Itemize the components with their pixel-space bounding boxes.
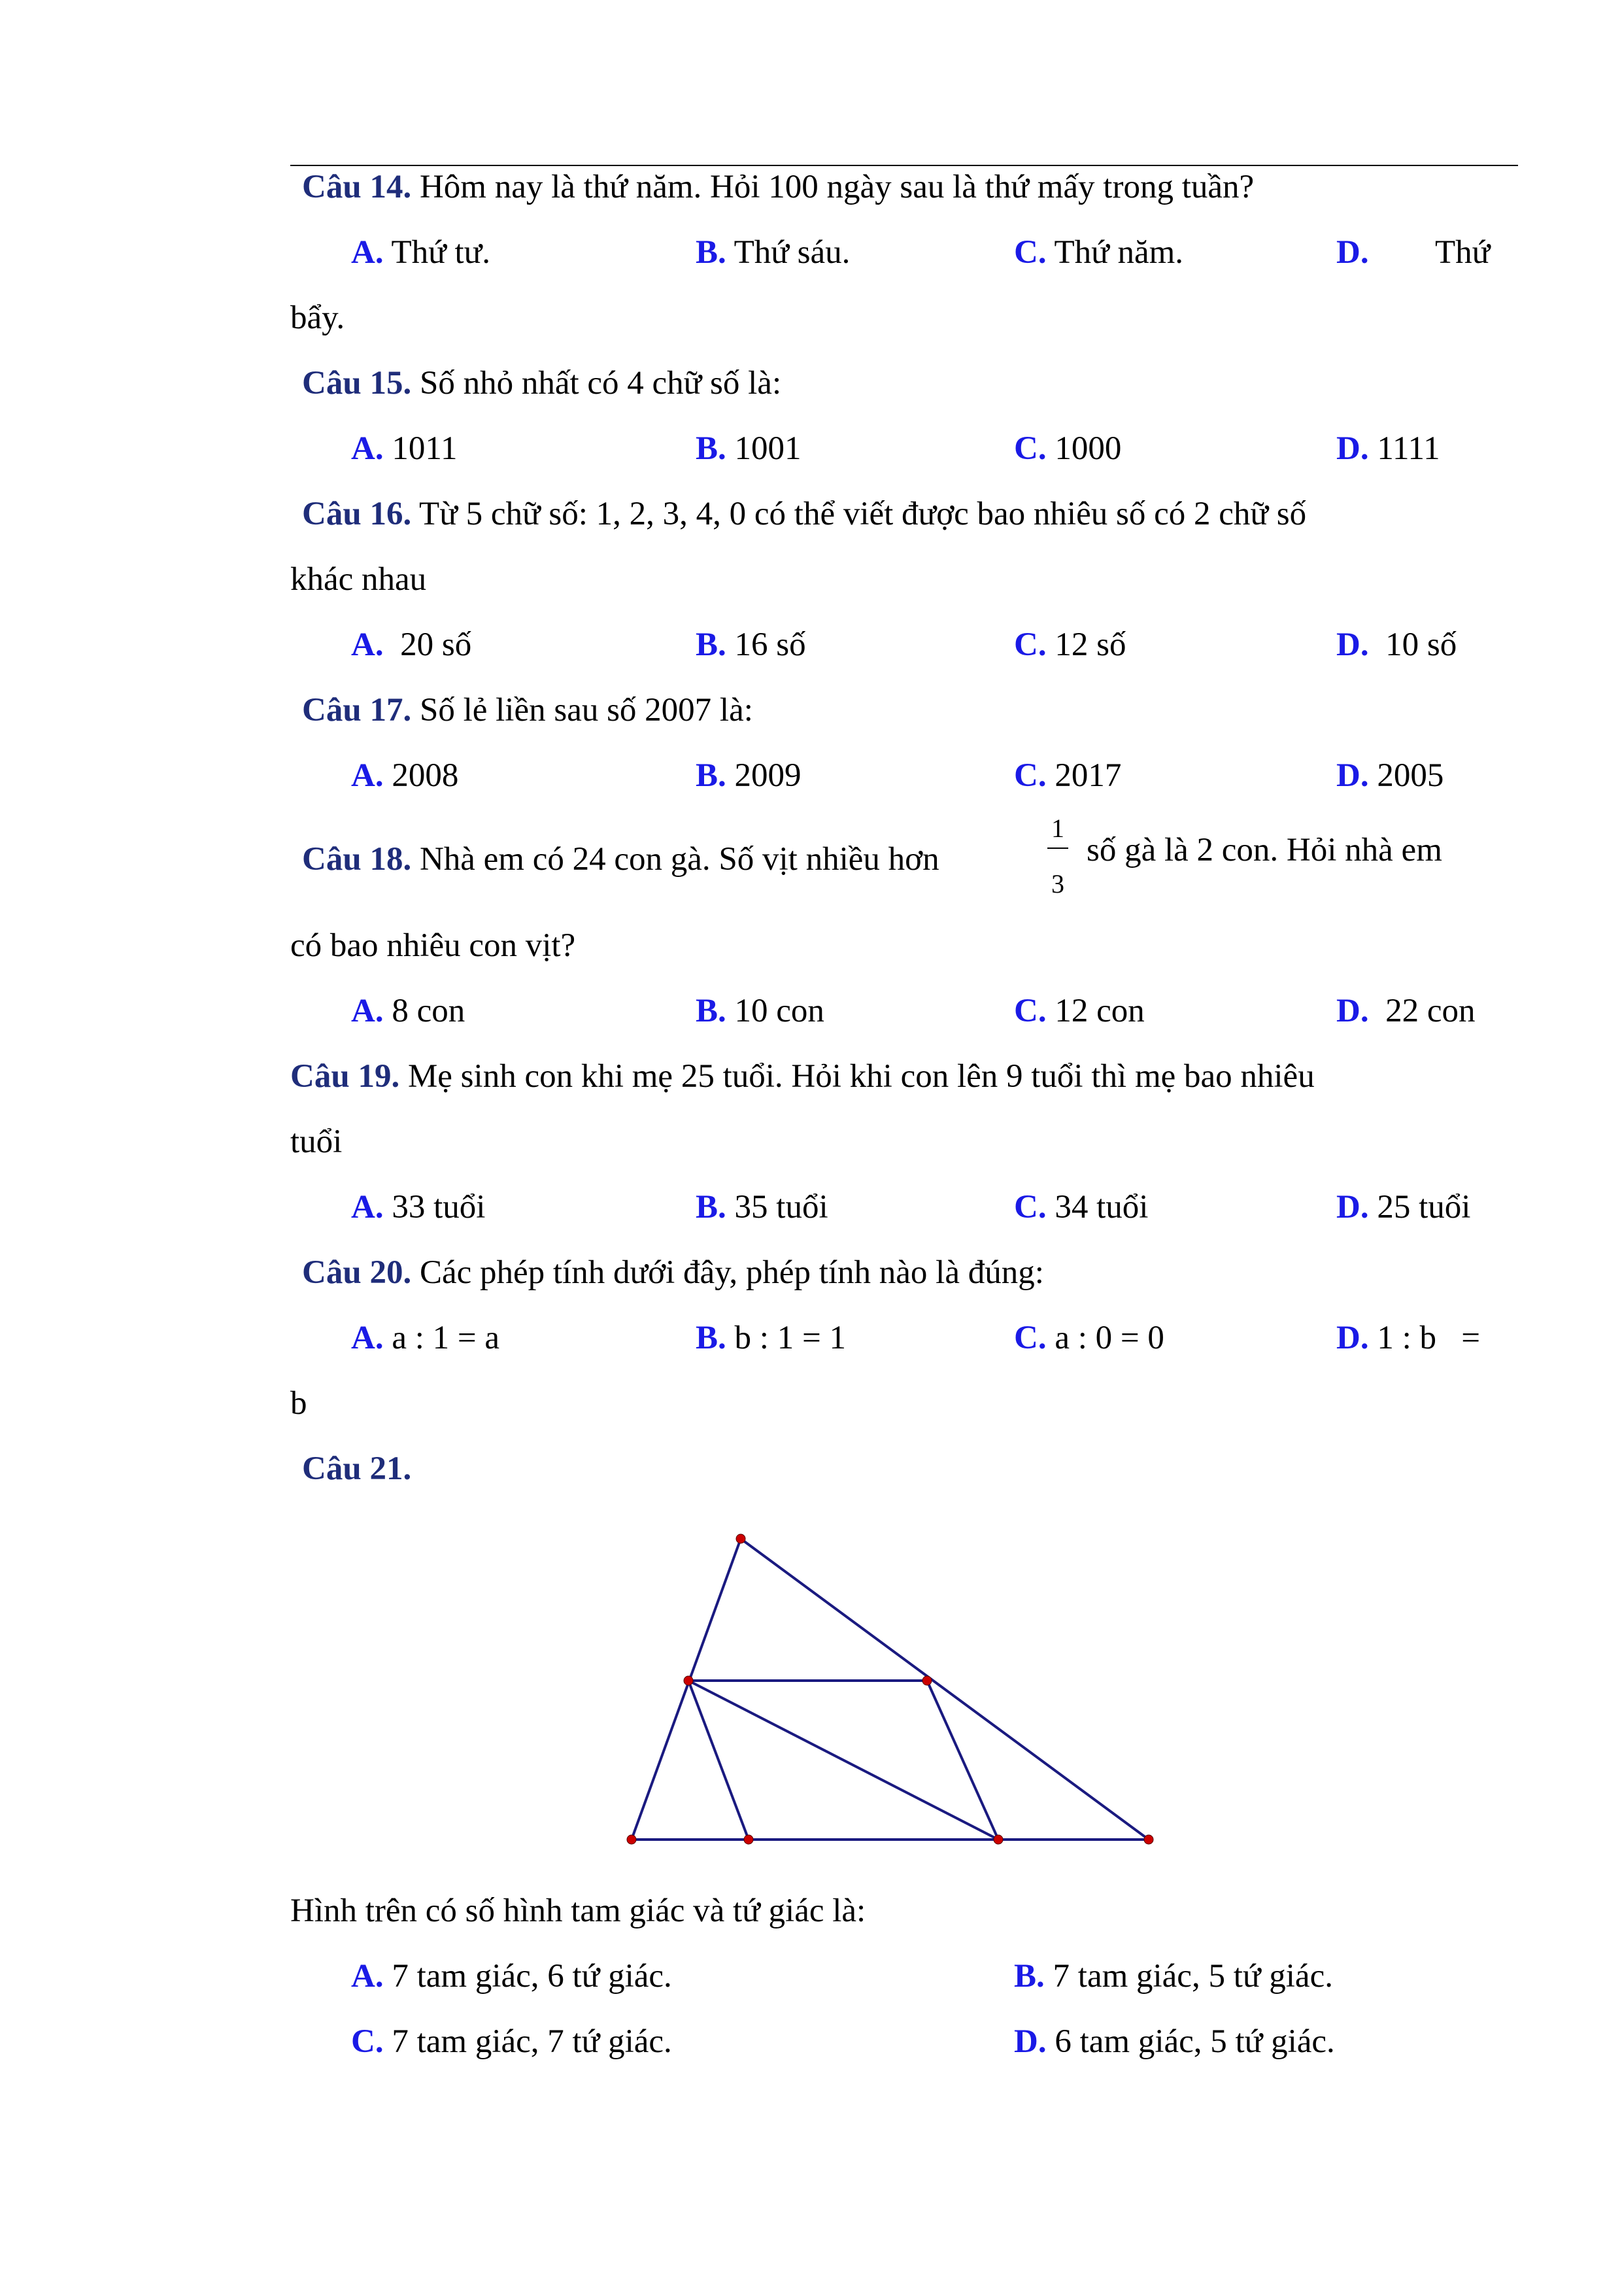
question-text: Nhà em có 24 con gà. Số vịt nhiều hơn [419,841,939,878]
question-text: Các phép tính dưới đây, phép tính nào là đúng: [419,1254,1044,1291]
option-text: 2008 [392,757,459,794]
option-text: 22 con [1385,993,1476,1029]
question-19-continued: tuổi [290,1123,343,1160]
figure-point [1144,1835,1153,1844]
option-text: 1 : b = [1377,1320,1481,1356]
option-text: 12 con [1055,993,1145,1029]
question-text: Hôm nay là thứ năm. Hỏi 100 ngày sau là thứ mấy trong tuần? [419,169,1255,205]
question-label: Câu 18. [302,841,412,878]
figure-point [922,1676,932,1685]
option-key: A. [351,626,384,663]
option-key: D. [1336,1189,1369,1225]
question-label: Câu 17. [302,692,412,728]
option-text: 8 con [392,993,465,1029]
figure-point [627,1835,636,1844]
fraction-denominator: 3 [1051,869,1064,899]
option-text: 2005 [1377,757,1444,794]
fraction-numerator: 1 [1051,814,1064,843]
question-label: Câu 15. [302,365,412,402]
option-text: 10 con [734,993,824,1029]
option-key: D. [1336,234,1369,271]
option-key: B. [696,1189,726,1225]
option-key: C. [1014,626,1047,663]
figure-line [632,1539,741,1840]
option-text: b : 1 = 1 [734,1320,846,1356]
option-key: C. [1014,430,1047,467]
option-text: a : 1 = a [392,1320,500,1356]
option-key: D. [1336,757,1369,794]
option-14-d-wrap: bẩy. [290,300,345,336]
question-label: Câu 14. [302,169,412,205]
option-text: 1000 [1055,430,1122,467]
option-20-d-wrap: b [290,1385,307,1422]
question-label: Câu 16. [302,496,412,532]
option-key: A. [351,1958,384,1995]
option-21-c[interactable] [351,2022,672,2061]
question-18-after-fraction: số gà là 2 con. Hỏi nhà em [1087,832,1442,868]
option-key: C. [351,2023,384,2060]
question-text: Số lẻ liền sau số 2007 là: [419,692,753,728]
option-text: Thứ sáu. [734,234,851,271]
option-text: Thứ năm. [1054,234,1184,271]
question-label: Câu 20. [302,1254,412,1291]
option-key: B. [696,626,726,663]
option-key: C. [1014,1189,1047,1225]
option-text: Thứ tư. [391,234,491,271]
option-key: B. [696,757,726,794]
question-16-continued: khác nhau [290,561,427,598]
option-key: C. [1014,757,1047,794]
option-text: 2009 [734,757,802,794]
option-14-d-text: Thứ [1435,234,1491,271]
option-key: C. [1014,234,1047,271]
option-text: 2017 [1055,757,1122,794]
figure-point [744,1835,753,1844]
question-21-text: Hình trên có số hình tam giác và tứ giác là: [290,1893,866,1929]
option-key: B. [696,993,726,1029]
question-text: Số nhỏ nhất có 4 chữ số là: [419,365,782,402]
option-21-b[interactable] [1014,1957,1333,1996]
option-key: B. [1014,1958,1045,1995]
option-key: D. [1336,430,1369,467]
option-key: D. [1336,1320,1369,1356]
option-text: 34 tuổi [1055,1189,1149,1225]
option-text: 7 tam giác, 6 tứ giác. [392,1958,672,1995]
option-text: 25 tuổi [1377,1189,1471,1225]
figure-line [688,1681,749,1840]
option-text: 6 tam giác, 5 tứ giác. [1055,2023,1335,2060]
option-key: B. [696,234,726,271]
option-text: 7 tam giác, 5 tứ giác. [1053,1958,1333,1995]
option-key: A. [351,757,384,794]
option-text: 35 tuổi [734,1189,828,1225]
figure-point [736,1534,745,1543]
question-text: Mẹ sinh con khi mẹ 25 tuổi. Hỏi khi con lên 9 tuổi thì mẹ bao nhiêu [407,1058,1315,1095]
option-text: a : 0 = 0 [1055,1320,1164,1356]
option-key: A. [351,1320,384,1356]
figure-line [688,1681,998,1840]
option-key: D. [1336,626,1369,663]
figure-point [994,1835,1003,1844]
question-label: Câu 19. [290,1058,400,1095]
figure-line [927,1681,998,1840]
option-text: 1111 [1377,430,1440,467]
option-text: 1011 [392,430,458,467]
option-21-d[interactable] [1014,2022,1335,2061]
question-label: Câu 21. [302,1450,412,1487]
question-18-continued: có bao nhiêu con vịt? [290,927,576,964]
question-text: Từ 5 chữ số: 1, 2, 3, 4, 0 có thể viết được bao nhiêu số có 2 chữ số [419,496,1307,532]
option-text: 10 số [1385,626,1457,663]
option-key: A. [351,993,384,1029]
option-key: A. [351,1189,384,1225]
option-text: 12 số [1055,626,1126,663]
figure-line [741,1539,1149,1840]
option-key: C. [1014,1320,1047,1356]
option-key: B. [696,1320,726,1356]
option-key: D. [1336,993,1369,1029]
option-text: 1001 [734,430,802,467]
option-21-a[interactable] [351,1957,672,1996]
figure-point [684,1676,693,1685]
option-text: 33 tuổi [392,1189,486,1225]
option-key: A. [351,430,384,467]
option-key: B. [696,430,726,467]
option-text: 7 tam giác, 7 tứ giác. [392,2023,672,2060]
option-text: 20 số [400,626,472,663]
option-key: A. [351,234,384,271]
option-text: 16 số [734,626,806,663]
option-key: D. [1014,2023,1047,2060]
option-key: C. [1014,993,1047,1029]
